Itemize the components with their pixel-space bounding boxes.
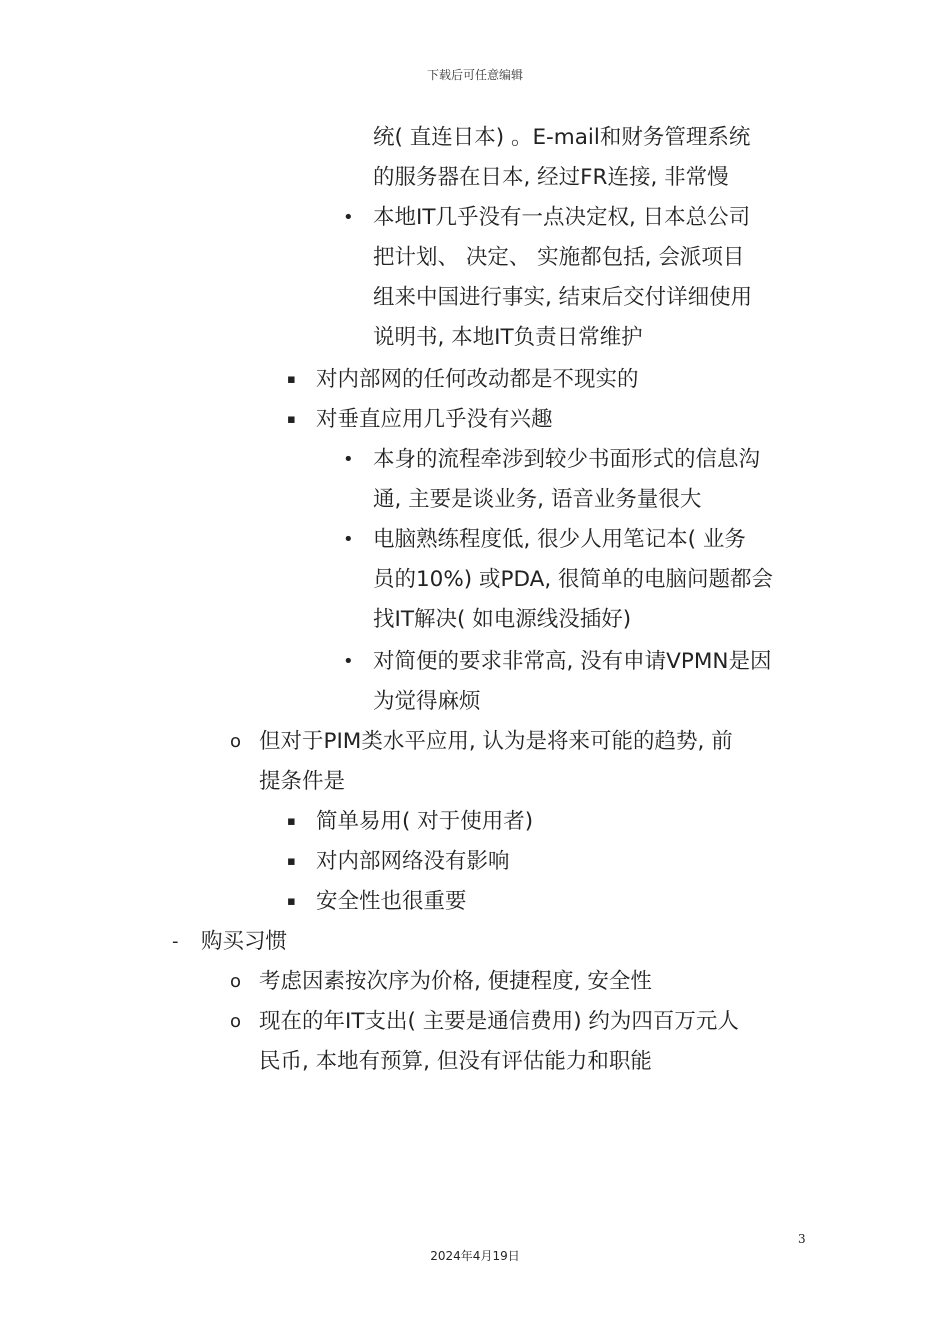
bullet-disc: •	[343, 651, 354, 672]
bullet-circle: o	[230, 1011, 242, 1032]
bullet-circle: o	[230, 731, 242, 752]
list-item: 对内部网络没有影响	[316, 849, 510, 874]
text-line: 把计划、 决定、 实施都包括, 会派项目	[373, 245, 745, 270]
list-item: 本地IT几乎没有一点决定权, 日本总公司	[373, 205, 751, 230]
text-line: 民币, 本地有预算, 但没有评估能力和职能	[259, 1049, 652, 1074]
text-line: 员的10%) 或PDA, 很简单的电脑问题都会	[373, 567, 774, 592]
text-line: 统( 直连日本) 。E-mail和财务管理系统	[373, 125, 751, 150]
list-item: 对简便的要求非常高, 没有申请VPMN是因	[373, 649, 772, 674]
list-item: 但对于PIM类水平应用, 认为是将来可能的趋势, 前	[259, 729, 733, 754]
footer-date: 2024年4月19日	[430, 1249, 520, 1263]
text-line: 为觉得麻烦	[373, 689, 481, 714]
bullet-square: ▪	[287, 412, 296, 427]
list-item: 安全性也很重要	[316, 889, 467, 914]
text-line: 说明书, 本地IT负责日常维护	[373, 325, 643, 350]
list-item: 考虑因素按次序为价格, 便捷程度, 安全性	[259, 969, 652, 994]
bullet-disc: •	[343, 449, 354, 470]
section-heading: 购买习惯	[201, 929, 288, 954]
list-item: 本身的流程牵涉到较少书面形式的信息沟	[373, 447, 761, 472]
bullet-square: ▪	[287, 814, 296, 829]
bullet-square: ▪	[287, 372, 296, 387]
text-line: 通, 主要是谈业务, 语音业务量很大	[373, 487, 702, 512]
bullet-square: ▪	[287, 854, 296, 869]
text-line: 找IT解决( 如电源线没插好)	[373, 607, 632, 632]
page-number: 3	[798, 1232, 806, 1246]
bullet-dash: -	[172, 931, 179, 952]
text-line: 组来中国进行事实, 结束后交付详细使用	[373, 285, 753, 310]
text-line: 的服务器在日本, 经过FR连接, 非常慢	[373, 165, 729, 190]
bullet-square: ▪	[287, 894, 296, 909]
list-item: 简单易用( 对于使用者)	[316, 809, 534, 834]
bullet-circle: o	[230, 971, 242, 992]
bullet-disc: •	[343, 207, 354, 228]
list-item: 现在的年IT支出( 主要是通信费用) 约为四百万元人	[259, 1009, 739, 1034]
page-header: 下载后可任意编辑	[426, 68, 523, 82]
bullet-disc: •	[343, 529, 354, 550]
list-item: 电脑熟练程度低, 很少人用笔记本( 业务	[373, 527, 746, 552]
list-item: 对内部网的任何改动都是不现实的	[316, 367, 639, 392]
list-item: 对垂直应用几乎没有兴趣	[316, 407, 553, 432]
text-line: 提条件是	[259, 769, 346, 794]
